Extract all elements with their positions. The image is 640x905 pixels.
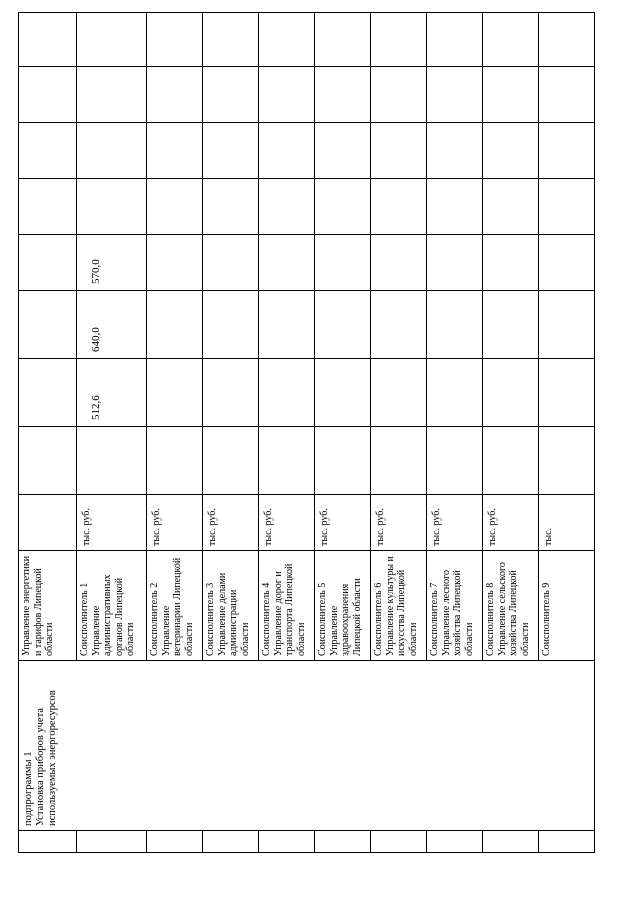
value-cell: 640,0	[77, 291, 147, 359]
empty-cell	[77, 831, 147, 853]
empty-cell	[371, 831, 427, 853]
program-name: Установка приборов учета используемых энергоресурсов	[35, 690, 58, 826]
value-cell	[147, 67, 203, 123]
value-cell	[147, 291, 203, 359]
unit-cell: тыс. руб.	[483, 495, 539, 551]
budget-table	[18, 12, 595, 853]
empty-cell	[427, 831, 483, 853]
value-cell	[203, 179, 259, 235]
value-cell	[483, 427, 539, 495]
executor-title: Соисполнитель 7	[429, 582, 440, 656]
value-cell	[315, 179, 371, 235]
executor-cell	[483, 551, 539, 661]
value-cell	[427, 427, 483, 495]
value-cell	[315, 235, 371, 291]
value-cell	[483, 13, 539, 67]
value-cell	[77, 13, 147, 67]
empty-cell	[19, 831, 77, 853]
empty-cell	[483, 831, 539, 853]
value-cell	[315, 291, 371, 359]
value-cell	[19, 179, 77, 235]
value-cell	[315, 67, 371, 123]
value-cell	[259, 427, 315, 495]
value-cell	[259, 179, 315, 235]
value-cell	[427, 235, 483, 291]
value-cell	[203, 359, 259, 427]
value-cell	[371, 359, 427, 427]
executor-cell	[203, 551, 259, 661]
value-cell	[203, 291, 259, 359]
executor-cell: Управление энергетики и тарифов Липецкой области	[19, 551, 77, 661]
executor-title: Соисполнитель 6	[373, 582, 384, 656]
executor-title: Соисполнитель 2	[149, 582, 160, 656]
value-cell	[427, 291, 483, 359]
executor-org: Управление сельского хозяйства Липецкой области	[496, 562, 531, 656]
executor-title: Соисполнитель 3	[205, 582, 216, 656]
executor-title: Соисполнитель 1	[79, 582, 90, 656]
value-cell	[315, 427, 371, 495]
value-cell: 570,0	[77, 235, 147, 291]
value-cell	[427, 179, 483, 235]
value-cell	[371, 13, 427, 67]
value-cell	[203, 235, 259, 291]
executor-title: Соисполнитель 4	[261, 582, 272, 656]
executor-cell	[315, 551, 371, 661]
executor-title: Соисполнитель 8	[485, 582, 496, 656]
value-cell	[19, 13, 77, 67]
value-cell	[77, 427, 147, 495]
value-cell	[371, 235, 427, 291]
value-cell	[147, 123, 203, 179]
value-cell	[539, 291, 595, 359]
value-cell	[483, 67, 539, 123]
value-cell	[19, 67, 77, 123]
value-cell	[77, 179, 147, 235]
value-cell	[315, 13, 371, 67]
value-cell	[147, 179, 203, 235]
executor-org: Управление дорог и транспорта Липецкой области	[272, 563, 307, 656]
program-cell	[19, 661, 595, 831]
value-cell	[483, 179, 539, 235]
empty-cell	[147, 831, 203, 853]
value-cell	[539, 179, 595, 235]
value-cell	[259, 359, 315, 427]
executor-cell	[259, 551, 315, 661]
value-cell	[427, 13, 483, 67]
executor-org: Управление ветеринарии Липецкой области	[160, 557, 195, 656]
value-cell	[371, 291, 427, 359]
value-cell	[203, 13, 259, 67]
value-cell	[371, 67, 427, 123]
value-cell	[539, 67, 595, 123]
unit-cell: тыс. руб.	[427, 495, 483, 551]
executor-org: Управление делами администрации области	[216, 572, 251, 656]
empty-cell	[203, 831, 259, 853]
value-cell	[427, 123, 483, 179]
value-cell	[483, 291, 539, 359]
executor-cell	[427, 551, 483, 661]
unit-cell	[19, 495, 77, 551]
value-cell	[539, 235, 595, 291]
unit-cell: тыс. руб.	[77, 495, 147, 551]
value-cell	[371, 179, 427, 235]
value-cell	[147, 13, 203, 67]
value-cell	[483, 123, 539, 179]
value-cell	[539, 13, 595, 67]
value-cell	[259, 235, 315, 291]
value-cell: 512,6	[77, 359, 147, 427]
value-cell	[427, 359, 483, 427]
value-cell	[203, 427, 259, 495]
value-cell	[19, 123, 77, 179]
value-cell	[19, 291, 77, 359]
executor-org: Управление культуры и искусства Липецкой области	[384, 556, 419, 656]
value-cell	[19, 427, 77, 495]
value-cell	[147, 427, 203, 495]
unit-cell: тыс. руб.	[259, 495, 315, 551]
value-cell	[147, 359, 203, 427]
value-cell	[539, 359, 595, 427]
empty-cell	[315, 831, 371, 853]
executor-org: Управление здравоохранения Липецкой области	[328, 578, 363, 656]
executor-org: Управление административных органов Липецкой области	[90, 574, 136, 656]
value-cell	[203, 67, 259, 123]
value-cell	[259, 123, 315, 179]
program-title: подпрограммы 1	[23, 751, 34, 826]
executor-org: Управление лесного хозяйства Липецкой области	[440, 570, 475, 656]
value-cell	[315, 123, 371, 179]
executor-cell	[77, 551, 147, 661]
value-cell	[427, 67, 483, 123]
executor-cell	[371, 551, 427, 661]
value-cell	[77, 123, 147, 179]
executor-cell	[147, 551, 203, 661]
unit-cell: тыс. руб.	[203, 495, 259, 551]
value-cell	[315, 359, 371, 427]
value-cell	[539, 123, 595, 179]
value-cell	[203, 123, 259, 179]
value-cell	[483, 235, 539, 291]
executor-title: Соисполнитель 9	[541, 582, 552, 656]
unit-cell: тыс. руб.	[371, 495, 427, 551]
empty-cell	[539, 831, 595, 853]
value-cell	[371, 427, 427, 495]
value-cell	[483, 359, 539, 427]
table-row	[19, 13, 77, 853]
unit-cell: тыс. руб.	[147, 495, 203, 551]
value-cell	[259, 13, 315, 67]
unit-cell: тыс.	[539, 495, 595, 551]
unit-cell: тыс. руб.	[315, 495, 371, 551]
executor-title: Соисполнитель 5	[317, 582, 328, 656]
value-cell	[259, 67, 315, 123]
value-cell	[539, 427, 595, 495]
executor-cell	[539, 551, 595, 661]
value-cell	[77, 67, 147, 123]
value-cell	[371, 123, 427, 179]
value-cell	[259, 291, 315, 359]
empty-cell	[259, 831, 315, 853]
value-cell	[19, 235, 77, 291]
value-cell	[19, 359, 77, 427]
value-cell	[147, 235, 203, 291]
